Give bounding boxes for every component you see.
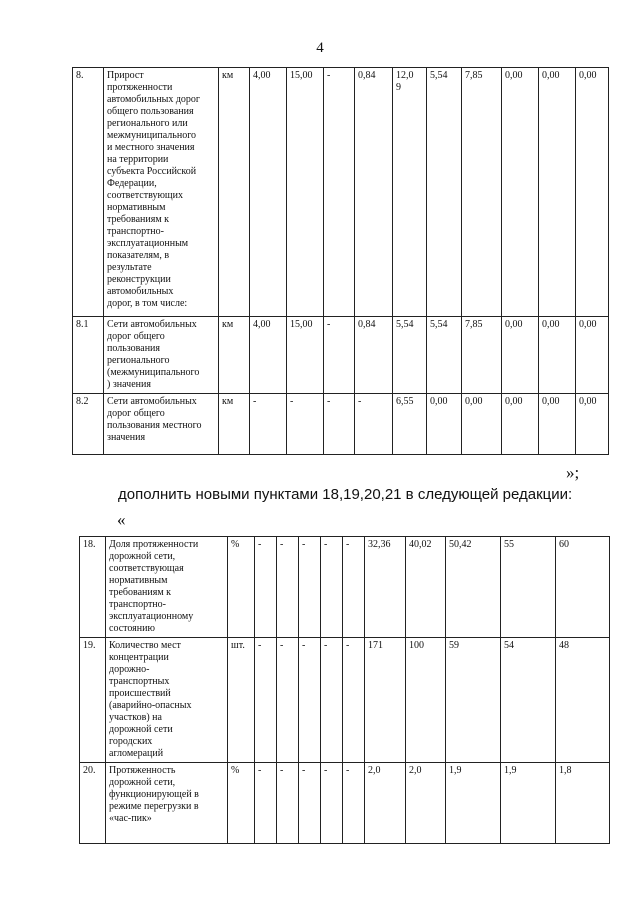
value-cell: - xyxy=(355,394,393,455)
value-cell: 55 xyxy=(501,537,556,638)
page-number: 4 xyxy=(316,40,324,56)
value-cell: 15,00 xyxy=(287,68,324,317)
indicator-description-cell: Сети автомобильных дорог общего пользования регионального (межмуниципального ) значения xyxy=(104,317,219,394)
indicator-description-cell: Количество мест концентрации дорожно- транспортных происшествий (аварийно-опасных участков) на дорожной сети городских агломераций xyxy=(106,638,228,763)
row-number-cell: 8.2 xyxy=(73,394,104,455)
value-cell: 5,54 xyxy=(427,68,462,317)
value-cell: 12,0 9 xyxy=(393,68,427,317)
unit-cell: км xyxy=(219,68,250,317)
value-cell: - xyxy=(321,638,343,763)
value-cell: - xyxy=(343,537,365,638)
unit-cell: % xyxy=(228,763,255,844)
value-cell: 40,02 xyxy=(406,537,446,638)
value-cell: - xyxy=(321,537,343,638)
value-cell: 0,84 xyxy=(355,68,393,317)
row-number-cell: 18. xyxy=(80,537,106,638)
row-number-cell: 8.1 xyxy=(73,317,104,394)
value-cell: - xyxy=(277,638,299,763)
value-cell: 5,54 xyxy=(393,317,427,394)
value-cell: 1,9 xyxy=(446,763,501,844)
indicators-table-2 xyxy=(79,536,610,844)
table-row xyxy=(73,394,609,455)
value-cell: - xyxy=(287,394,324,455)
value-cell: 171 xyxy=(365,638,406,763)
value-cell: 100 xyxy=(406,638,446,763)
value-cell: 50,42 xyxy=(446,537,501,638)
unit-cell: шт. xyxy=(228,638,255,763)
value-cell: 32,36 xyxy=(365,537,406,638)
value-cell: 0,00 xyxy=(462,394,502,455)
value-cell: 7,85 xyxy=(462,68,502,317)
row-number-cell: 19. xyxy=(80,638,106,763)
value-cell: 7,85 xyxy=(462,317,502,394)
indicator-description-cell: Доля протяженности дорожной сети, соответствующая нормативным требованиям к транспортно- эксплуатационному состоянию xyxy=(106,537,228,638)
value-cell: 0,00 xyxy=(539,394,576,455)
row-number-cell: 8. xyxy=(73,68,104,317)
value-cell: 0,00 xyxy=(502,394,539,455)
value-cell: - xyxy=(250,394,287,455)
value-cell: - xyxy=(299,537,321,638)
value-cell: 0,00 xyxy=(539,68,576,317)
value-cell: 54 xyxy=(501,638,556,763)
row-number-cell: 20. xyxy=(80,763,106,844)
value-cell: - xyxy=(277,763,299,844)
value-cell: - xyxy=(299,763,321,844)
value-cell: 0,00 xyxy=(502,68,539,317)
value-cell: 4,00 xyxy=(250,68,287,317)
value-cell: 0,00 xyxy=(576,394,609,455)
table-row xyxy=(73,317,609,394)
value-cell: - xyxy=(324,394,355,455)
value-cell: 48 xyxy=(556,638,610,763)
indicator-description-cell: Протяженность дорожной сети, функционирующей в режиме перегрузки в «час-пик» xyxy=(106,763,228,844)
value-cell: - xyxy=(321,763,343,844)
value-cell: 1,9 xyxy=(501,763,556,844)
table-row xyxy=(80,537,610,638)
value-cell: 0,00 xyxy=(502,317,539,394)
value-cell: - xyxy=(255,537,277,638)
value-cell: 6,55 xyxy=(393,394,427,455)
indicator-description-cell: Прирост протяженности автомобильных дорог общего пользования регионального или межмуниципального и местного значения на территории субъекта Российской Федерации, соответствующих нормативным требованиям к транспортно- эксплуатационным показателям, в результате реконструкции автомобильных дорог, в том числе: xyxy=(104,68,219,317)
value-cell: - xyxy=(255,763,277,844)
value-cell: 0,00 xyxy=(427,394,462,455)
value-cell: - xyxy=(324,317,355,394)
value-cell: 60 xyxy=(556,537,610,638)
table-row xyxy=(80,638,610,763)
instruction-text: дополнить новыми пунктами 18,19,20,21 в следующей редакции: xyxy=(118,486,573,503)
closing-quote: »; xyxy=(566,463,580,482)
value-cell: - xyxy=(324,68,355,317)
indicator-description-cell: Сети автомобильных дорог общего пользования местного значения xyxy=(104,394,219,455)
unit-cell: % xyxy=(228,537,255,638)
value-cell: 0,00 xyxy=(576,317,609,394)
table-row xyxy=(73,68,609,317)
value-cell: 1,8 xyxy=(556,763,610,844)
value-cell: - xyxy=(255,638,277,763)
table-row xyxy=(80,763,610,844)
unit-cell: км xyxy=(219,317,250,394)
value-cell: 0,00 xyxy=(576,68,609,317)
value-cell: 15,00 xyxy=(287,317,324,394)
value-cell: 2,0 xyxy=(365,763,406,844)
unit-cell: км xyxy=(219,394,250,455)
value-cell: 4,00 xyxy=(250,317,287,394)
value-cell: 0,84 xyxy=(355,317,393,394)
value-cell: - xyxy=(343,638,365,763)
indicators-table-1 xyxy=(72,67,609,455)
value-cell: - xyxy=(343,763,365,844)
value-cell: - xyxy=(299,638,321,763)
opening-quote: « xyxy=(117,510,126,529)
value-cell: - xyxy=(277,537,299,638)
value-cell: 2,0 xyxy=(406,763,446,844)
value-cell: 5,54 xyxy=(427,317,462,394)
value-cell: 0,00 xyxy=(539,317,576,394)
value-cell: 59 xyxy=(446,638,501,763)
